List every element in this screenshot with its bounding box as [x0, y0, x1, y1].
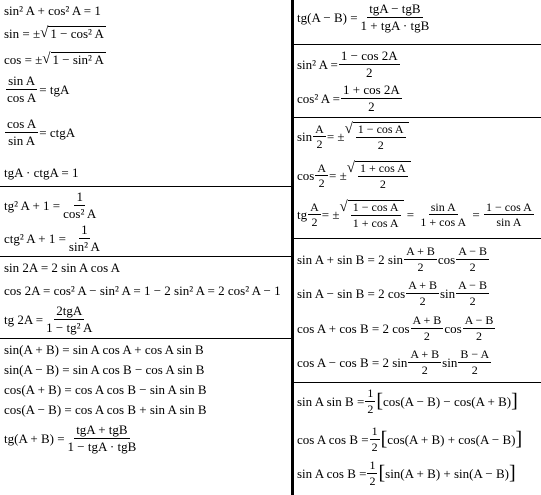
fraction: $\frac{A + B}{2}$ [410, 347, 440, 377]
sin-cos-product: sin A cos B = $\frac{1}{2}$ [ sin(A + B) + sin(A − B) ] [297, 458, 516, 488]
cos-root-formula: cos = ± √ 1 − sin² A [4, 51, 104, 68]
fraction: $\frac{1}{2}$ [369, 458, 376, 488]
fraction: $\frac{\text{1 − cos A}}{\text{1 + cos A}}$ [352, 200, 399, 230]
cos-difference: cos(A − B) = cos A cos B + sin A sin B [4, 402, 207, 417]
sin-minus-sin: sin A − sin B = 2 cos $\frac{A + B}{2}$ sin $\frac{A - B}{2}$ [297, 278, 487, 308]
fraction: $\frac{A}{2}$ [310, 199, 319, 230]
product-to-sum-block [293, 383, 541, 495]
sqrt: √ 1 − cos² A [40, 25, 104, 41]
fraction: $\frac{A}{2}$ [315, 121, 324, 152]
fraction: $\frac{A - B}{2}$ [458, 244, 487, 274]
sin-root-formula: sin = ± √ 1 − cos² A [4, 25, 104, 42]
fraction: $\frac{\text{2tgA}}{\text{1 − tg² A}}$ [46, 303, 93, 335]
cos-half-angle: cos $\frac{A}{2}$ = ± √ $\frac{\text{1 + cos A}}{2}$ [297, 161, 411, 190]
pythagorean-identity: sin² A + cos² A = 1 [4, 3, 101, 18]
cos-plus-cos: cos A + cos B = 2 cos $\frac{A + B}{2}$ cos $\frac{A - B}{2}$ [297, 313, 494, 343]
cos-square-reduction: cos² A = $\frac{1 + \cos 2A}{2}$ [297, 82, 400, 114]
fraction: $\frac{A - B}{2}$ [464, 313, 494, 343]
fraction: $\frac{A + B}{2}$ [408, 278, 437, 308]
fraction: $\frac{\text{1 − cos A}}{\text{sin A}}$ [486, 199, 532, 230]
fraction: $\frac{\text{cos A}}{\text{sin A}}$ [7, 116, 37, 148]
sin-difference: sin(A − B) = sin A cos B − cos A sin B [4, 362, 205, 377]
tg-double-angle: tg 2A = $\frac{\text{2tgA}}{\text{1 − tg² A}}$ [4, 303, 93, 335]
ctg-square-identity: ctg² A + 1 = $\frac{1}{\text{sin² A}}$ [4, 222, 100, 254]
tg-square-identity: tg² A + 1 = $\frac{1}{\text{cos² A}}$ [4, 189, 97, 221]
tg-definition: $\frac{\text{sin A}}{\text{cos A}}$ = tgA [7, 73, 70, 105]
fraction: $\frac{1 - \cos 2A}{2}$ [340, 48, 398, 80]
tg-ctg-product: tgA · ctgA = 1 [4, 165, 79, 180]
fraction: $\frac{1 + \cos 2A}{2}$ [343, 82, 400, 114]
fraction: $\frac{A + B}{2}$ [412, 313, 442, 343]
sqrt: √ $\frac{\text{1 + cos A}}{2}$ [347, 161, 411, 190]
sin-square-reduction: sin² A = $\frac{1 - \cos 2A}{2}$ [297, 48, 398, 80]
ctg-definition: $\frac{\text{cos A}}{\text{sin A}}$ = ctgA [7, 116, 76, 148]
fraction: $\frac{\text{1 − cos A}}{2}$ [357, 122, 404, 152]
fraction: $\frac{A - B}{2}$ [458, 278, 487, 308]
sin-double-angle: sin 2A = 2 sin A cos A [4, 260, 121, 275]
tg-half-angle: tg $\frac{A}{2}$ = ± √ $\frac{\text{1 − cos A}}{\text{1 + cos A}}$ = $\frac{\text{sin A}}{\text{1 + cos A}}$ = $\frac{\text{1 − cos A}}{\text{sin A}}$ [297, 199, 532, 230]
fraction: $\frac{A}{2}$ [317, 160, 327, 191]
fraction: $\frac{\text{1 + cos A}}{2}$ [359, 161, 406, 191]
fraction: $\frac{1}{2}$ [371, 424, 378, 454]
right-column [293, 0, 541, 495]
sum-to-product-block [293, 239, 541, 383]
cos-double-angle: cos 2A = cos² A − sin² A = 1 − 2 sin² A = 2 cos² A − 1 [4, 283, 281, 298]
cos-minus-cos: cos A − cos B = 2 sin $\frac{A + B}{2}$ sin $\frac{B - A}{2}$ [297, 347, 490, 377]
fraction: $\frac{\text{sin A}}{\text{1 + cos A}}$ [420, 199, 467, 230]
fraction: $\frac{1}{\text{cos² A}}$ [63, 189, 97, 221]
fraction: $\frac{B - A}{2}$ [460, 347, 490, 377]
fraction: $\frac{\text{tgA + tgB}}{\text{1 − tgA · tgB}}$ [67, 422, 137, 454]
sum-difference-block [0, 339, 292, 495]
fraction: $\frac{1}{\text{sin² A}}$ [68, 222, 100, 254]
identities-block [0, 0, 292, 187]
sqrt: √ $\frac{\text{1 − cos A}}{\text{1 + cos A}}$ [340, 200, 404, 229]
reciprocal-block [0, 187, 292, 257]
tg-difference-block [293, 0, 541, 45]
sin-sum: sin(A + B) = sin A cos A + cos A sin B [4, 342, 204, 357]
cos-sum: cos(A + B) = cos A cos B − sin A sin B [4, 382, 207, 397]
sqrt: √ 1 − sin² A [42, 51, 104, 67]
half-angle-block [293, 118, 541, 239]
fraction: $\frac{A + B}{2}$ [406, 244, 435, 274]
fraction: $\frac{\text{sin A}}{\text{cos A}}$ [7, 73, 37, 105]
power-reduction-block [293, 45, 541, 118]
sin-sin-product: sin A sin B = $\frac{1}{2}$ [ cos(A − B) − cos(A + B) ] [297, 386, 518, 416]
tg-difference: tg(A − B) = $\frac{\text{tgA − tgB}}{\text{1 + tgA · tgB}}$ [297, 1, 430, 33]
sin-half-angle: sin $\frac{A}{2}$ = ± √ $\frac{\text{1 − cos A}}{2}$ [297, 122, 409, 151]
fraction: $\frac{1}{2}$ [367, 386, 374, 416]
sqrt: √ $\frac{\text{1 − cos A}}{2}$ [345, 122, 409, 151]
cos-cos-product: cos A cos B = $\frac{1}{2}$ [ cos(A + B) + cos(A − B) ] [297, 424, 523, 454]
tg-sum: tg(A + B) = $\frac{\text{tgA + tgB}}{\text{1 − tgA · tgB}}$ [4, 422, 137, 454]
sin-plus-sin: sin A + sin B = 2 sin $\frac{A + B}{2}$ cos $\frac{A - B}{2}$ [297, 244, 487, 274]
fraction: $\frac{\text{tgA − tgB}}{\text{1 + tgA · tgB}}$ [360, 1, 430, 33]
double-angle-block [0, 257, 292, 339]
